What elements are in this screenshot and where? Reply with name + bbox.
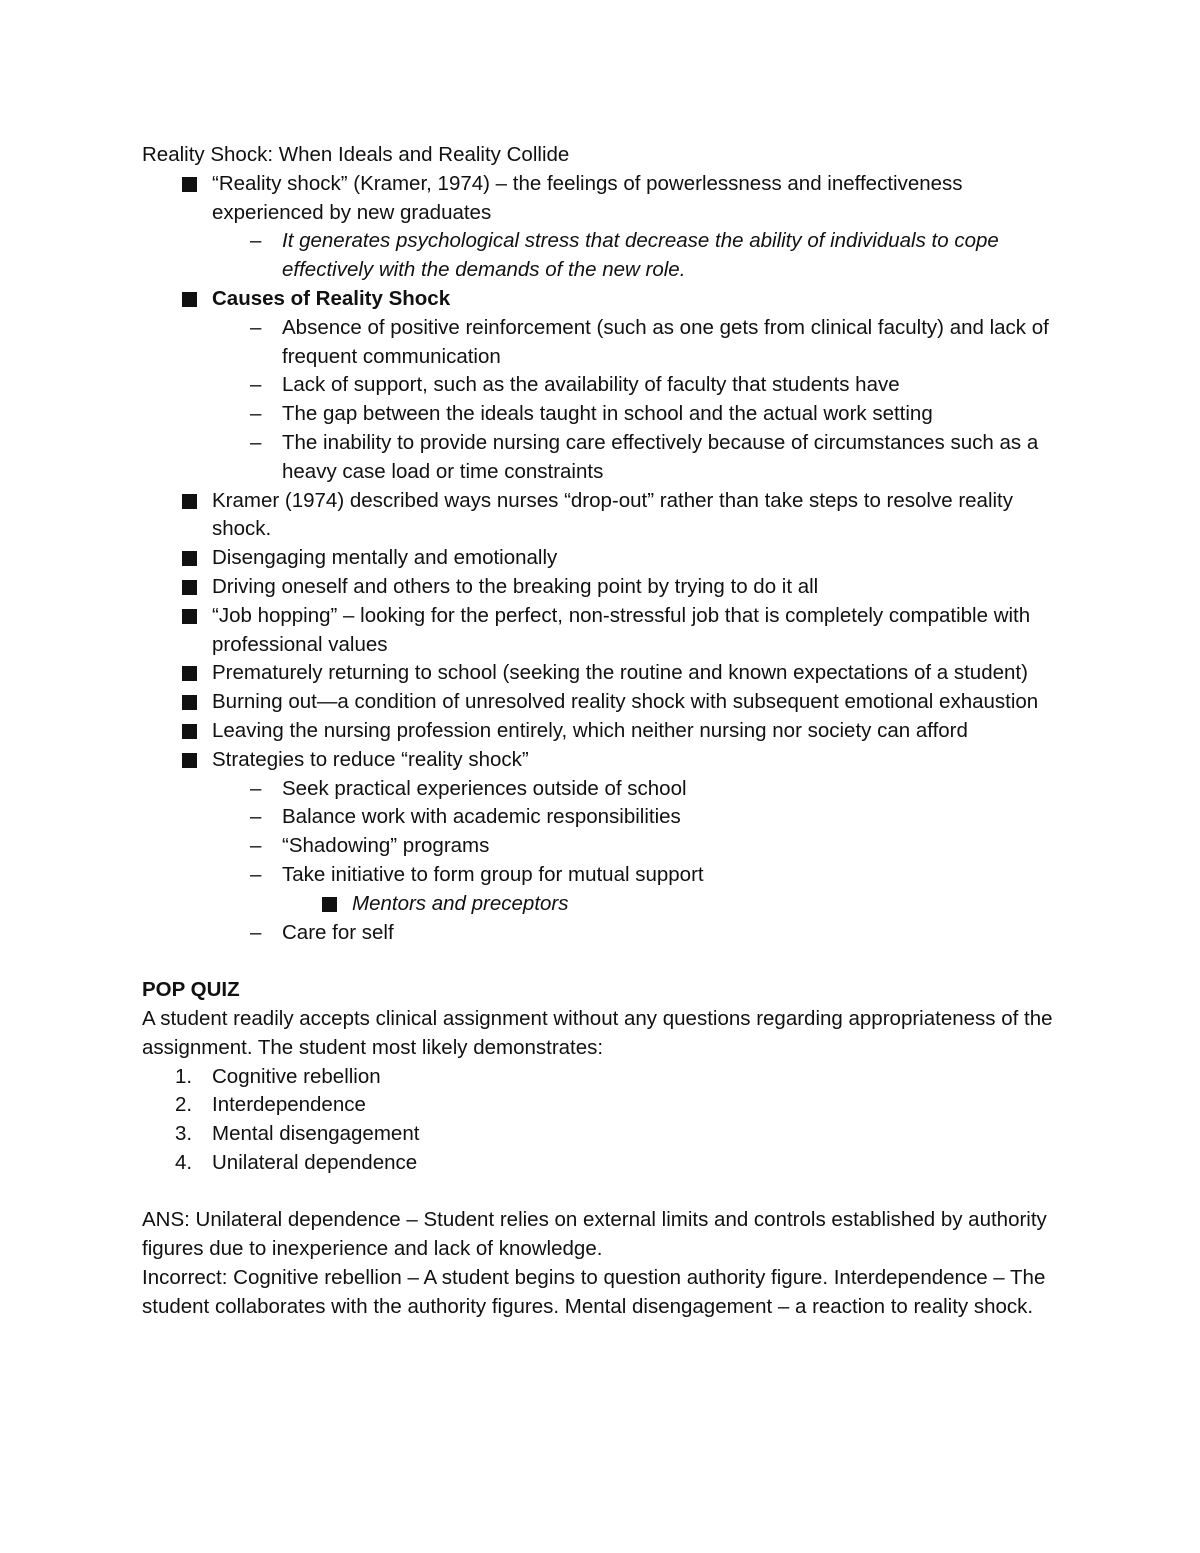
- square-bullet-icon: [182, 551, 197, 566]
- strategy-sub-sublist: [282, 890, 1072, 919]
- list-item: [212, 314, 1072, 372]
- document-body: [142, 141, 1072, 1322]
- list-item: [212, 775, 1072, 804]
- dropout-text: Prematurely returning to school (seeking the routine and known expectations of a student): [212, 661, 1028, 685]
- causes-sublist: [212, 314, 1072, 487]
- square-bullet-icon: [182, 177, 197, 192]
- strategy-text: Take initiative to form group for mutual support: [282, 862, 704, 886]
- list-item: [212, 429, 1072, 487]
- definition-sublist: [212, 227, 1072, 285]
- dash-bullet-icon: –: [250, 920, 262, 944]
- strategies-sublist: [212, 775, 1072, 948]
- quiz-option: [142, 1091, 1072, 1120]
- square-bullet-icon: [182, 724, 197, 739]
- dash-bullet-icon: –: [250, 229, 262, 253]
- cause-text: Lack of support, such as the availability of faculty that students have: [282, 373, 900, 397]
- quiz-incorrect-explanation: Incorrect: Cognitive rebellion – A student begins to question authority figure. Interdependence – The student collaborates with the authority figures. Mental disengagement – a reaction to reality shock.: [142, 1266, 1046, 1318]
- list-item: [142, 717, 1072, 746]
- square-bullet-icon: [182, 580, 197, 595]
- main-bullet-list: [142, 170, 1072, 948]
- square-bullet-icon: [182, 753, 197, 768]
- dash-bullet-icon: –: [250, 430, 262, 454]
- strategy-text: Seek practical experiences outside of school: [282, 776, 687, 800]
- dash-bullet-icon: –: [250, 805, 262, 829]
- dropout-text: Burning out—a condition of unresolved reality shock with subsequent emotional exhaustion: [212, 690, 1039, 714]
- dropout-text: “Job hopping” – looking for the perfect, non-stressful job that is completely compatible with professional values: [212, 603, 1031, 656]
- quiz-options: [142, 1063, 1072, 1178]
- strategies-heading: Strategies to reduce “reality shock”: [212, 747, 529, 771]
- option-text: Cognitive rebellion: [212, 1064, 381, 1088]
- square-bullet-icon: [322, 897, 337, 912]
- list-item: [212, 832, 1072, 861]
- dash-bullet-icon: –: [250, 373, 262, 397]
- dash-bullet-icon: –: [250, 834, 262, 858]
- strategy-text: Balance work with academic responsibilities: [282, 805, 681, 829]
- option-text: Unilateral dependence: [212, 1150, 418, 1174]
- dropout-text: Driving oneself and others to the breaking point by trying to do it all: [212, 574, 819, 598]
- dash-bullet-icon: –: [250, 776, 262, 800]
- strategy-sub-text: Mentors and preceptors: [352, 891, 569, 915]
- quiz-option: [142, 1063, 1072, 1092]
- cause-text: The gap between the ideals taught in school and the actual work setting: [282, 402, 933, 426]
- list-item: [212, 919, 1072, 948]
- option-number: 2.: [175, 1093, 193, 1117]
- dash-bullet-icon: –: [250, 862, 262, 886]
- list-item: [212, 803, 1072, 832]
- quiz-title: POP QUIZ: [142, 978, 240, 1002]
- option-text: Mental disengagement: [212, 1122, 420, 1146]
- quiz-option: [142, 1120, 1072, 1149]
- list-item: [212, 400, 1072, 429]
- list-item: [142, 602, 1072, 660]
- list-item: [212, 371, 1072, 400]
- square-bullet-icon: [182, 292, 197, 307]
- option-text: Interdependence: [212, 1093, 366, 1117]
- square-bullet-icon: [182, 666, 197, 681]
- square-bullet-icon: [182, 695, 197, 710]
- option-number: 1.: [175, 1064, 193, 1088]
- page-title: Reality Shock: When Ideals and Reality Collide: [142, 143, 570, 166]
- list-item: [142, 659, 1072, 688]
- strategy-text: Care for self: [282, 920, 394, 944]
- definition-text: “Reality shock” (Kramer, 1974) – the feelings of powerlessness and ineffectiveness experienced by new graduates: [212, 171, 963, 224]
- pop-quiz-section: [142, 976, 1072, 1322]
- option-number: 3.: [175, 1122, 193, 1146]
- causes-heading: Causes of Reality Shock: [212, 286, 451, 310]
- list-item: [212, 861, 1072, 919]
- cause-text: Absence of positive reinforcement (such as one gets from clinical faculty) and lack of frequent communication: [282, 315, 1049, 368]
- quiz-answer: ANS: Unilateral dependence – Student relies on external limits and controls established by authority figures due to inexperience and lack of knowledge.: [142, 1208, 1047, 1261]
- option-number: 4.: [175, 1150, 193, 1174]
- dropout-text: Kramer (1974) described ways nurses “drop-out” rather than take steps to resolve reality shock.: [212, 488, 1014, 541]
- strategy-text: “Shadowing” programs: [282, 834, 490, 858]
- list-item-definition: [142, 170, 1072, 285]
- square-bullet-icon: [182, 609, 197, 624]
- list-item: [212, 227, 1072, 285]
- list-item: [282, 890, 1072, 919]
- list-item: [142, 573, 1072, 602]
- dropout-text: Disengaging mentally and emotionally: [212, 546, 558, 570]
- quiz-option: [142, 1149, 1072, 1178]
- dash-bullet-icon: –: [250, 315, 262, 339]
- dash-bullet-icon: –: [250, 402, 262, 426]
- dropout-text: Leaving the nursing profession entirely, which neither nursing nor society can afford: [212, 718, 968, 742]
- list-item: [142, 544, 1072, 573]
- cause-text: The inability to provide nursing care effectively because of circumstances such as a heavy case load or time constraints: [282, 430, 1039, 483]
- list-item: [142, 487, 1072, 545]
- list-item-strategies: [142, 746, 1072, 948]
- quiz-question: A student readily accepts clinical assignment without any questions regarding appropriateness of the assignment. The student most likely demonstrates:: [142, 1006, 1053, 1059]
- list-item-causes: [142, 285, 1072, 487]
- list-item: [142, 688, 1072, 717]
- square-bullet-icon: [182, 494, 197, 509]
- definition-sub-text: It generates psychological stress that decrease the ability of individuals to cope effectively with the demands of the new role.: [282, 229, 999, 282]
